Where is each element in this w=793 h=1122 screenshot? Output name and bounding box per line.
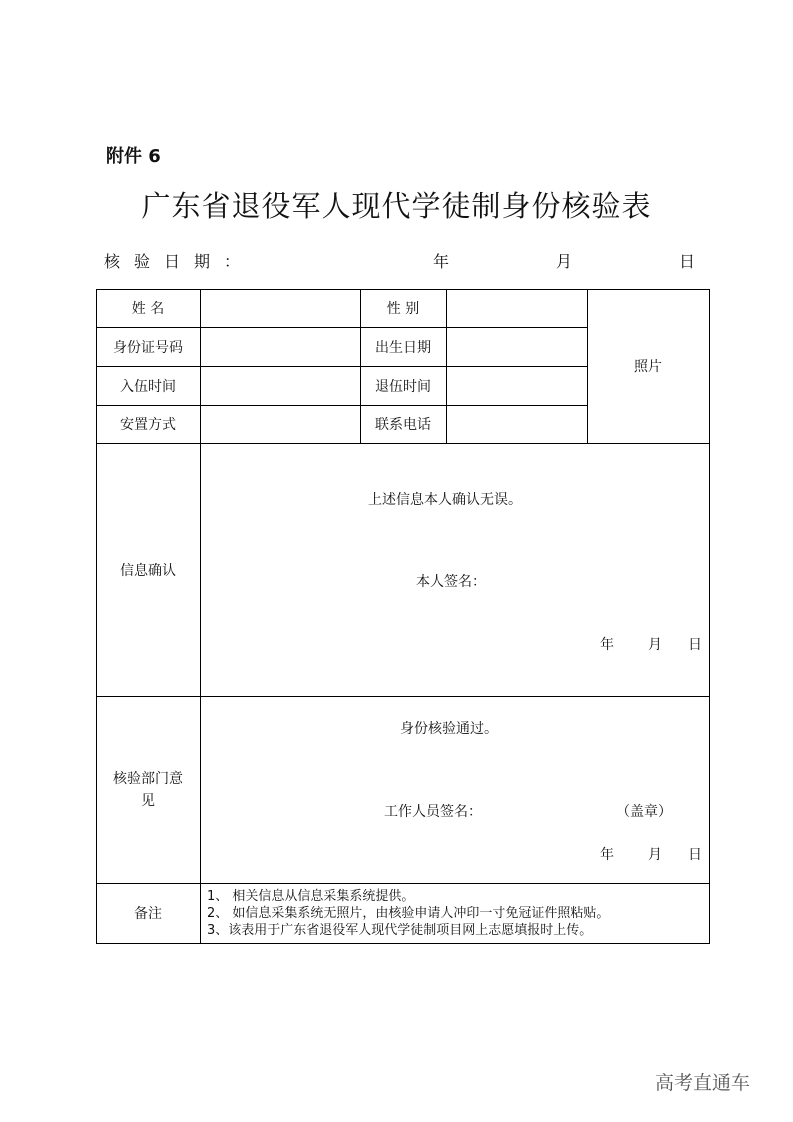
info-confirm-signature: 本人签名： <box>416 574 486 590</box>
verify-opinion-year: 年 <box>600 847 614 863</box>
verify-opinion-seal: （盖章） <box>616 804 672 820</box>
remark-item: 1、 相关信息从信息采集系统提供。 <box>207 889 415 904</box>
phone-label: 联系电话 <box>375 417 431 433</box>
date-month: 月 <box>556 252 587 271</box>
discharge-time-label: 退伍时间 <box>375 378 431 395</box>
date-day: 日 <box>679 252 710 271</box>
verify-opinion-statement: 身份核验通过。 <box>400 721 498 737</box>
page-title: 广东省退役军人现代学徒制身份核验表 <box>141 189 652 223</box>
gender-label: 性 别 <box>386 301 420 317</box>
verify-opinion-label-line2: 见 <box>141 792 155 809</box>
placement-label: 安置方式 <box>120 417 176 433</box>
info-confirm-label: 信息确认 <box>120 562 176 579</box>
name-label: 姓 名 <box>131 301 165 317</box>
remarks-label: 备注 <box>134 906 162 922</box>
remarks-list <box>207 888 609 939</box>
verify-opinion-signature: 工作人员签名： <box>384 804 482 820</box>
attachment-label: 附件 6 <box>106 146 161 167</box>
info-confirm-statement: 上述信息本人确认无误。 <box>368 492 522 508</box>
watermark: 高考直通车 <box>655 1072 751 1094</box>
remark-item: 3、该表用于广东省退役军人现代学徒制项目网上志愿填报时上传。 <box>207 923 593 938</box>
enlist-time-label: 入伍时间 <box>120 378 176 395</box>
info-confirm-year: 年 <box>600 637 614 653</box>
id-number-label: 身份证号码 <box>113 339 183 356</box>
remark-item: 2、 如信息采集系统无照片，由核验申请人冲印一寸免冠证件照粘贴。 <box>207 906 610 921</box>
verify-opinion-day: 日 <box>688 847 702 863</box>
date-year: 年 <box>433 252 464 271</box>
info-confirm-month: 月 <box>648 637 662 653</box>
date-label: 核验日期： <box>104 252 255 271</box>
verify-opinion-month: 月 <box>648 847 662 863</box>
photo-label: 照片 <box>634 359 662 375</box>
verification-form-table <box>96 289 710 944</box>
birth-date-label: 出生日期 <box>375 339 431 356</box>
info-confirm-day: 日 <box>688 637 702 653</box>
verify-opinion-label-line1: 核验部门意 <box>113 770 183 787</box>
verify-opinion-label <box>96 696 200 883</box>
